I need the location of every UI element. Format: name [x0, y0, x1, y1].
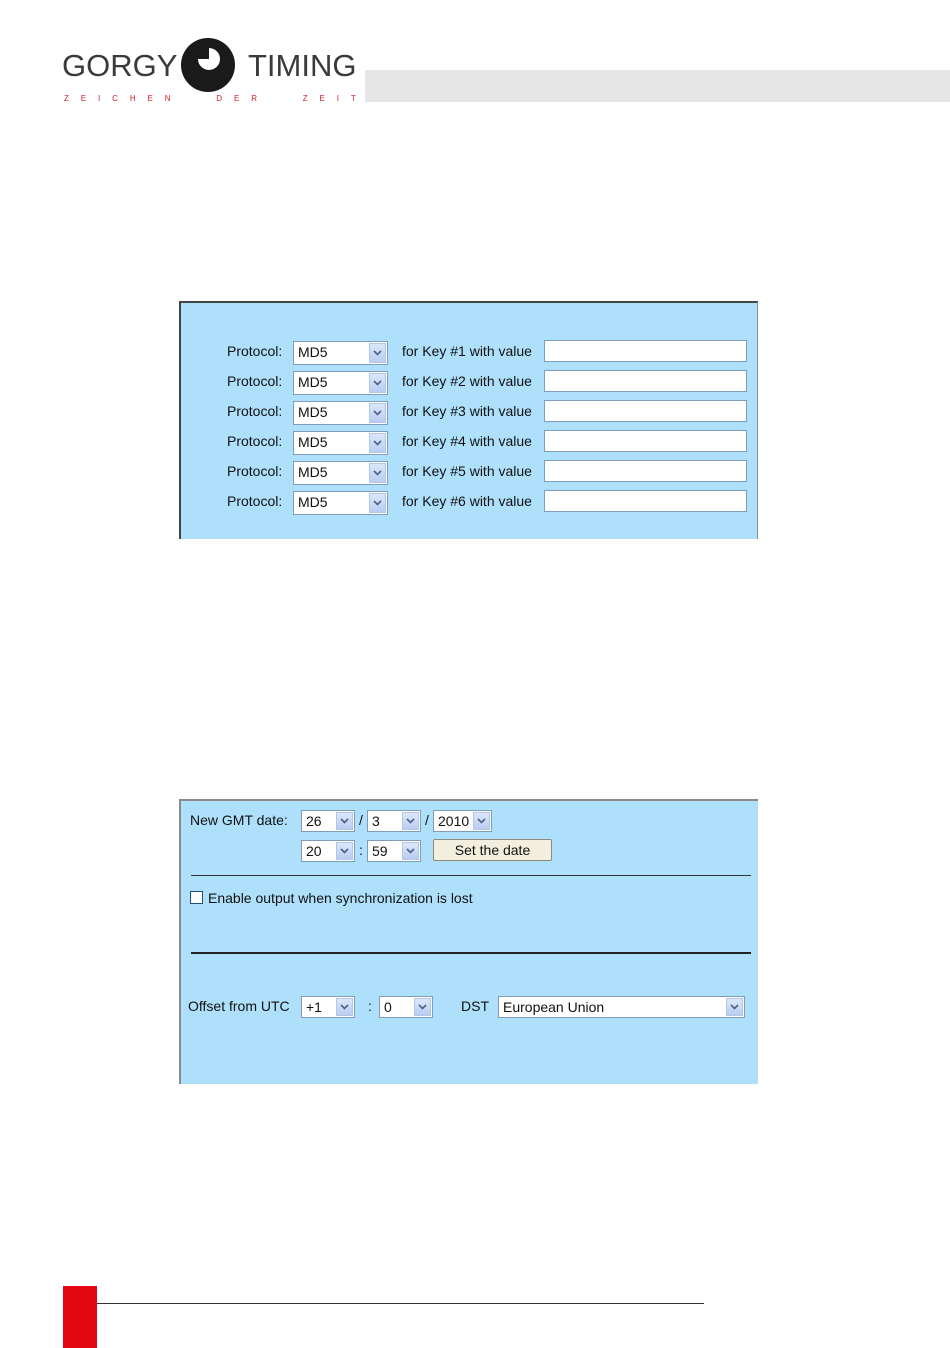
protocol-select-key-1[interactable]: MD5 — [293, 341, 388, 365]
chevron-down-icon — [369, 433, 386, 453]
chevron-down-icon — [369, 463, 386, 483]
hour-select[interactable]: 20 — [301, 840, 355, 862]
chevron-down-icon — [414, 998, 431, 1016]
year-select[interactable]: 2010 — [433, 810, 492, 832]
protocol-label: Protocol: — [227, 343, 283, 359]
date-separator: / — [359, 812, 363, 828]
key-value-input-1[interactable] — [544, 340, 747, 362]
divider — [191, 875, 751, 876]
footer-accent-bar — [63, 1286, 97, 1348]
key-label: for Key #3 with value — [402, 403, 532, 419]
divider — [191, 952, 751, 954]
key-value-input-2[interactable] — [544, 370, 747, 392]
protocol-select-key-6[interactable]: MD5 — [293, 491, 388, 515]
key-value-input-6[interactable] — [544, 490, 747, 512]
offset-minutes-select[interactable]: 0 — [379, 996, 433, 1018]
gorgy-timing-logo — [62, 36, 362, 106]
enable-output-checkbox[interactable] — [190, 891, 203, 904]
chevron-down-icon — [336, 998, 353, 1016]
chevron-down-icon — [402, 812, 419, 830]
key-label: for Key #1 with value — [402, 343, 532, 359]
protocol-label: Protocol: — [227, 463, 283, 479]
chevron-down-icon — [369, 403, 386, 423]
offset-separator: : — [368, 998, 372, 1014]
date-settings-panel — [179, 799, 758, 1084]
protocol-select-key-4[interactable]: MD5 — [293, 431, 388, 455]
new-gmt-date-label: New GMT date: — [190, 812, 288, 828]
footer-rule — [97, 1303, 704, 1304]
day-select[interactable]: 26 — [301, 810, 355, 832]
protocol-select-key-3[interactable]: MD5 — [293, 401, 388, 425]
chevron-down-icon — [473, 812, 490, 830]
key-label: for Key #2 with value — [402, 373, 532, 389]
offset-hours-select[interactable]: +1 — [301, 996, 355, 1018]
date-separator: / — [425, 812, 429, 828]
month-select[interactable]: 3 — [367, 810, 421, 832]
protocol-select-key-5[interactable]: MD5 — [293, 461, 388, 485]
dst-select[interactable]: European Union — [498, 996, 745, 1018]
protocol-label: Protocol: — [227, 493, 283, 509]
key-value-input-4[interactable] — [544, 430, 747, 452]
chevron-down-icon — [402, 842, 419, 860]
authentication-keys-panel — [179, 301, 758, 539]
chevron-down-icon — [726, 998, 743, 1016]
time-separator: : — [359, 842, 363, 858]
brand-left: GORGY — [62, 48, 178, 83]
protocol-label: Protocol: — [227, 433, 283, 449]
enable-output-label: Enable output when synchronization is lost — [208, 890, 473, 906]
protocol-label: Protocol: — [227, 373, 283, 389]
dst-label: DST — [461, 998, 489, 1014]
key-value-input-5[interactable] — [544, 460, 747, 482]
protocol-select-key-2[interactable]: MD5 — [293, 371, 388, 395]
protocol-label: Protocol: — [227, 403, 283, 419]
brand-right: TIMING — [248, 48, 357, 83]
offset-from-utc-label: Offset from UTC — [188, 998, 290, 1014]
key-label: for Key #4 with value — [402, 433, 532, 449]
chevron-down-icon — [369, 343, 386, 363]
minute-select[interactable]: 59 — [367, 840, 421, 862]
chevron-down-icon — [369, 493, 386, 513]
set-date-button[interactable]: Set the date — [433, 839, 552, 861]
key-value-input-3[interactable] — [544, 400, 747, 422]
clock-logo-icon — [181, 38, 235, 92]
key-label: for Key #6 with value — [402, 493, 532, 509]
tagline: Z E I C H E N D E R Z E I T — [64, 94, 356, 103]
key-label: for Key #5 with value — [402, 463, 532, 479]
chevron-down-icon — [336, 842, 353, 860]
chevron-down-icon — [369, 373, 386, 393]
chevron-down-icon — [336, 812, 353, 830]
header-bar — [365, 70, 950, 102]
